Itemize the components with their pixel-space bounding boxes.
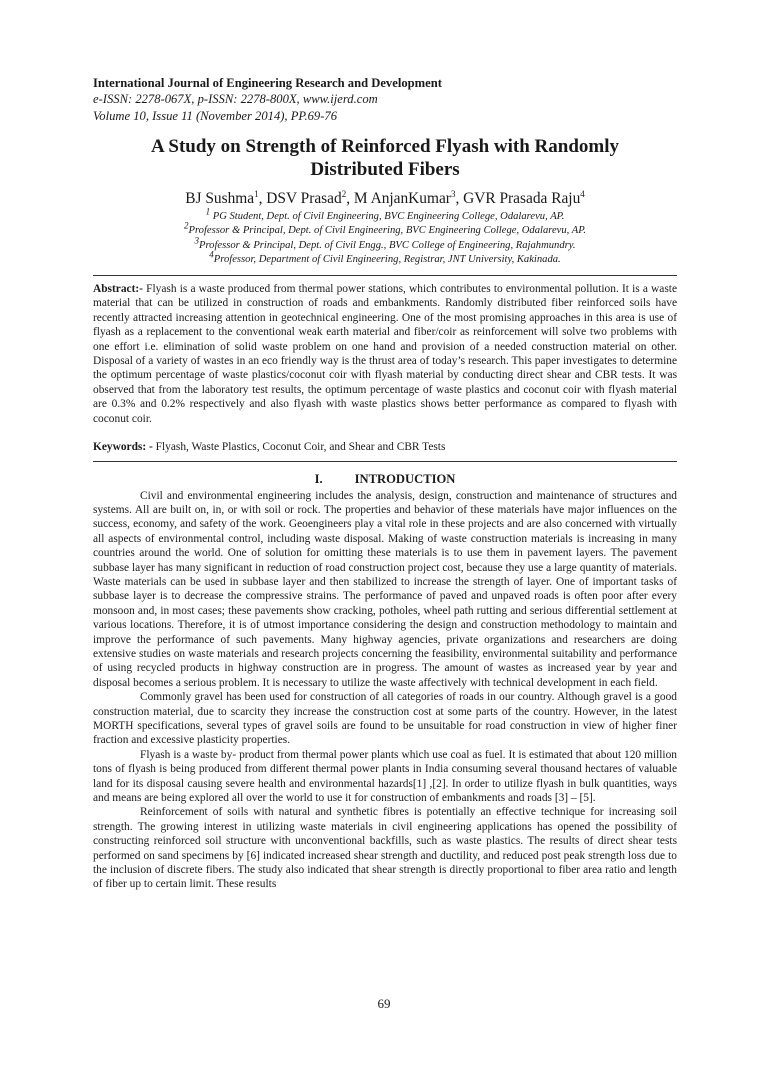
affiliation-sup: 2 [183, 220, 189, 231]
divider [93, 275, 677, 276]
abstract-text: Flyash is a waste produced from thermal power stations, which contributes to environmental pollution. It is a waste material that can be utilized in construction of roads and embankments. Randomly distributed fiber reinforced soils have recently attracted increasing attention in geotechnical engineering. One of the most promising approaches in this area is use of flyash as a replacement to the conventional weak earth material and fiber/coir as reinforcement will solve two problems with one effort i.e. elimination of solid waste problem on one hand and provision of a needed construction material on other. Disposal of a variety of wastes in an eco friendly way is the thrust area of today’s research. This paper investigates to determine the optimum percentage of waste plastics/coconut coir with flyash material by conducting direct shear and CBR tests. It was observed that from the laboratory test results, the optimum percentage of waste plastics and coconut coir with flyash material are 0.3% and 0.2% respectively and also flyash with waste plastics shows better performance as compared to flyash with coconut coir. [93, 283, 677, 425]
page-number: 69 [377, 996, 391, 1011]
affiliation-line [93, 220, 677, 238]
affiliation-text: Professor, Department of Civil Engineering, Registrar, JNT University, Kakinada. [213, 253, 561, 265]
keywords-text: Flyash, Waste Plastics, Coconut Coir, and Shear and CBR Tests [155, 441, 446, 454]
journal-volume: Volume 10, Issue 11 (November 2014), PP.69-76 [93, 108, 338, 123]
affiliation-text: PG Student, Dept. of Civil Engineering, BVC Engineering College, Odalarevu, AP. [212, 211, 565, 223]
author-sup: 4 [580, 189, 585, 200]
affiliation-sup: 1 [205, 206, 211, 217]
affiliation-line [93, 249, 677, 267]
introduction-body [93, 489, 677, 892]
abstract [93, 282, 677, 426]
journal-issn: e-ISSN: 2278-067X, p-ISSN: 2278-800X, www.ijerd.com [93, 92, 378, 107]
paper-page [93, 75, 677, 892]
affiliation-sup: 4 [209, 249, 214, 260]
affiliation-line [93, 235, 677, 253]
author-name: BJ Sushma [185, 190, 255, 208]
divider [93, 461, 677, 462]
author-name: DSV Prasad [266, 190, 342, 208]
journal-name: International Journal of Engineering Research and Development [93, 76, 442, 90]
section-heading [93, 472, 677, 487]
body-paragraph: Civil and environmental engineering includes the analysis, design, construction and maintenance of structures and systems. All are built on, in, or with soil or rock. The properties and behavior of these materials have major influences on the success, economy, and safety of the work. Geoengineers play a vital role in these projects and are also concerned with virtually all aspects of environmental control, including waste disposal. Making of waste construction materials is increasing in many countries around the world. One of solution for omitting these materials is to use them in pavement layers. The pavement subbase layer has many significant in reduction of road construction project cost, because they use a large quantity of materials. Waste materials can be used in subbase layer and then stabilized to increase the strength of layer. One of important tasks of subbase layer is to decrease the compressive strains. The performance of paved and unpaved roads is often poor after every monsoon and, in most cases; these pavements show cracking, potholes, wheel path rutting and serious differential settlement at various locations. Therefore, it is of utmost importance considering the design and construction methodology to maintain and improve the performance of such pavements. Many highway agencies, private organizations and researchers are doing extensive studies on waste materials and research projects concerning the feasibility, environmental suitability and performance of using recycled products in highway construction are in progress. The amount of wastes as increased year by year and disposal becomes a serious problem. It is necessary to utilize the waste affectively with technical development in each field. [93, 489, 677, 689]
keywords-label: Keywords: - [93, 441, 153, 454]
abstract-label: Abstract:- [93, 283, 143, 296]
body-paragraph: Flyash is a waste by- product from thermal power plants which use coal as fuel. It is estimated that about 120 million tons of flyash is being produced from different thermal power plants in India consuming several thousand hectares of valuable land for its disposal causing severe health and environmental hazards[1] ,[2]. In order to utilize flyash in bulk quantities, ways and means are being explored all over the world to use it for construction of embankments and roads [3] – [5]. [93, 748, 677, 805]
author-name: GVR Prasada Raju [463, 190, 581, 208]
author-list: BJ Sushma$^1$, DSV Prasad$^2$, M AnjanKumar$^3$, GVR Prasada Raju$^4$ [185, 189, 585, 208]
author-sup: 1 [254, 189, 259, 200]
author-name: M AnjanKumar [353, 190, 451, 208]
keywords [93, 440, 677, 460]
body-paragraph: Reinforcement of soils with natural and synthetic fibres is potentially an effective technique for increasing soil strength. The growing interest in utilizing waste materials in civil engineering applications has opened the possibility of constructing reinforced soil structure with unconventional backfills, such as waste plastics. The results of direct shear tests performed on sand specimens by [6] indicated increased shear strength and ductility, and reduced post peak strength loss due to the inclusion of discrete fibers. The study also indicated that shear strength is directly proportional to fiber area ratio and length of fiber up to certain limit. These results [93, 806, 677, 891]
affiliation-line [93, 206, 677, 224]
affiliation-sup: 3 [194, 235, 199, 246]
section-title: INTRODUCTION [354, 471, 456, 486]
author-sup: 3 [450, 189, 456, 200]
journal-header [93, 75, 677, 124]
affiliation-text: Professor & Principal, Dept. of Civil Engg., BVC College of Engineering, Rajahmundry. [198, 239, 576, 251]
author-sup: 2 [341, 189, 347, 200]
paper-title: A Study on Strength of Reinforced Flyash with Randomly Distributed Fibers [150, 136, 620, 181]
body-paragraph: Commonly gravel has been used for construction of all categories of roads in our country. Although gravel is a good construction material, due to scarcity they increase the construction cost at some parts of the country. However, in the latest MORTH specifications, several types of gravel soils are found to be unsuitable for road construction in view of higher finer fraction and excessive plasticity properties. [93, 691, 677, 747]
affiliation-text: Professor & Principal, Dept. of Civil Engineering, BVC Engineering College, Odalarevu, AP. [188, 225, 586, 237]
affiliations [93, 206, 677, 267]
section-number: I. [314, 471, 323, 486]
